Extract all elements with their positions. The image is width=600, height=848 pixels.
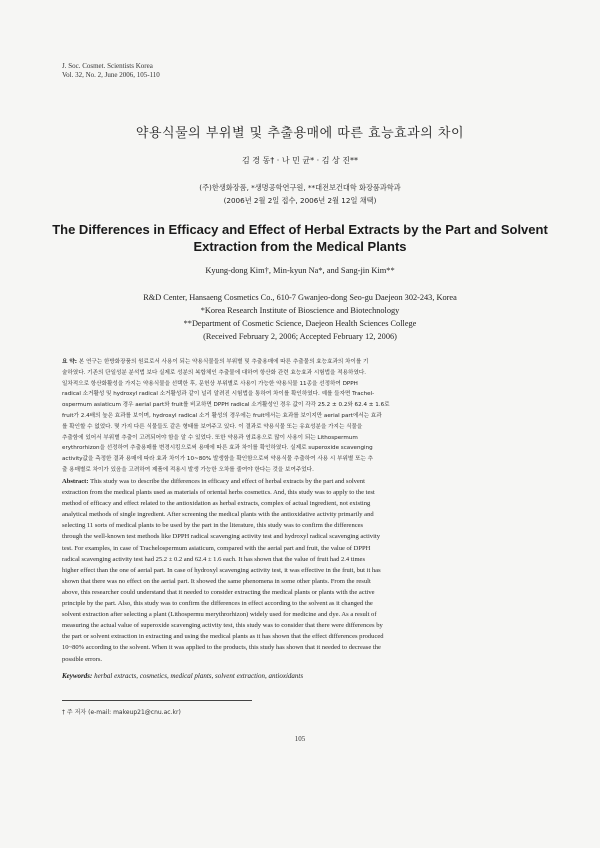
- korean-abstract-line: radical 소거활성 및 hydroxyl radical 소거활성과 같이 널리 알려진 시험법을 통하여 차이를 확인하였다. 예를 들자면 Trachel-: [62, 391, 375, 398]
- journal-header: [62, 62, 160, 80]
- english-affiliation-kribb: *Korea Research Institute of Bioscience and Biotechnology: [200, 306, 400, 315]
- page-number: 105: [294, 735, 306, 743]
- english-abstract-line: possible errors.: [62, 655, 103, 663]
- korean-dates: (2006년 2월 2일 접수, 2006년 2월 12일 채택): [223, 196, 377, 205]
- korean-abstract-line: 술하였다. 기존의 단일성분 분석법 보다 실제로 성분의 복합체인 추출물에 대하여 항산화 관련 효능효과 시험법을 적용하였다.: [62, 369, 367, 376]
- keywords-list: herbal extracts, cosmetics, medical plants, solvent extraction, antioxidants: [92, 672, 304, 680]
- english-affiliation-college: **Department of Cosmetic Science, Daejeon Health Sciences College: [183, 319, 417, 328]
- english-abstract-line: test. For examples, in case of Trachelospermum asiaticum, compared with the aerial part and fruit, the value of DPPH: [62, 544, 371, 552]
- korean-abstract-line: activity값을 측정한 결과 용매에 따라 효과 차이가 10~80% 발생함을 확인함으로써 약용식물 추출하여 사용 시 부위별 또는 추: [62, 456, 374, 463]
- korean-authors: 김 경 동† · 나 민 균* · 김 상 진**: [241, 156, 359, 165]
- corresponding-author-footnote: † 주 저자 (e-mail: makeup21@cnu.ac.kr): [62, 709, 181, 716]
- korean-abstract-line: erythrorhizon을 선정하여 추출용매를 변경시킴으로써 용매에 따른 효과 차이를 확인하였다. 실제로 superoxide scavenging: [62, 445, 373, 452]
- korean-abstract-line: 일차적으로 항산화활성을 가지는 약용식물을 선택한 후, 문헌상 부위별로 사용이 가능한 약용식물 11종을 선정하여 DPPH: [62, 380, 358, 387]
- english-authors: Kyung-dong Kim†, Min-kyun Na*, and Sang-jin Kim**: [205, 266, 395, 275]
- english-dates: (Received February 2, 2006; Accepted February 12, 2006): [203, 332, 397, 341]
- korean-abstract-line: 추출함에 있어서 부위별 추출이 고려되어야 함을 알 수 있었다. 또한 약용과 염료용으로 많이 사용이 되는 Lithospermum: [62, 434, 358, 441]
- english-abstract-line: This study was to describe the differences in efficacy and effect of herbal extracts by the part and solvent: [88, 478, 365, 485]
- korean-title: 약용식물의 부위별 및 추출용매에 따른 효능효과의 차이: [135, 126, 465, 141]
- korean-abstract-line: 본 연구는 한방화장품의 원료로서 사용이 되는 약용식물들의 부위별 및 추출용매에 따른 추출물의 효능효과의 차이를 기: [77, 359, 369, 365]
- english-abstract-label: Abstract:: [62, 478, 89, 485]
- english-abstract-line: radical scavenging activity test had 25.2 ± 0.2 and 62.4 ± 1.6 each. It has shown that the value of fruit had 2.4 times: [62, 555, 365, 563]
- english-abstract-line: through the well-known test methods like DPPH radical scavenging activity test and hydroxyl radical scavenging activity: [62, 533, 380, 541]
- english-abstract-line: analytical methods of single ingredient. After screening the medical plants with the antioxidative activity primarily and: [62, 511, 374, 519]
- keywords: [62, 672, 538, 680]
- english-abstract: [62, 476, 538, 665]
- english-abstract-line: method of efficacy and effect related to the antioxidation as herbal extracts, complex of actual ingredient, not existing: [62, 500, 371, 508]
- english-title: [40, 221, 560, 255]
- english-abstract-line: the part or solvent extraction in extracting and using the medical plants as it has shown that the effect differences produced: [62, 633, 384, 641]
- korean-abstract: [62, 357, 538, 476]
- english-abstract-line: 10~80% according to the solvent. When it was applied to the products, this study has shown that it needed to decrease the: [62, 644, 381, 652]
- korean-abstract-line: 출 용매별로 차이가 있음을 고려하여 제품에 적용시 발생 가능한 오차를 줄여야 한다는 것을 보여주었다.: [62, 466, 314, 473]
- korean-affiliation-block: [0, 181, 600, 207]
- footnote-divider: [62, 700, 252, 701]
- keywords-label: Keywords:: [62, 672, 93, 680]
- english-title-line: The Differences in Efficacy and Effect of Herbal Extracts by the Part and Solvent: [52, 222, 548, 237]
- korean-affiliation: (주)한생화장품, *생명공학연구원, **대전보건대학 화장품과학과: [199, 183, 401, 192]
- english-abstract-line: selecting 11 sorts of medical plants to be used by the part in the literature, this study was to confirm the differences: [62, 522, 364, 530]
- korean-abstract-line: fruit가 2.4배의 높은 효과를 보이며, hydroxyl radical 소거 활성의 경우에는 fruit에서는 효과를 보이지만 aerial part에서는 효과: [62, 412, 382, 419]
- english-title-line: Extraction from the Medical Plants: [193, 239, 407, 254]
- english-abstract-line: principle by the part. Also, this study was to confirm the differences in effect according to the solvent as it changed the: [62, 600, 373, 608]
- english-abstract-line: extraction from the medical plants used as materials of oriental herbs cosmetics. And, this study was to apply to the test: [62, 489, 375, 497]
- english-abstract-line: measuring the actual value of superoxide scavenging activity test, this study was to consider that there were differences by: [62, 622, 383, 630]
- english-abstract-line: higher effect than the one of aerial part. In case of hydroxyl scavenging activity test, it was effective in the fruit, but it has: [62, 566, 381, 574]
- journal-name: J. Soc. Cosmet. Scientists Korea: [62, 62, 153, 70]
- english-abstract-line: shown that there was no effect on the aerial part. It showed the same phenomena in some other plants. From the result: [62, 577, 371, 585]
- korean-abstract-line: ospermum asiaticum 경우 aerial part와 fruit를 비교하면 DPPH radical 소거활성인 경우 값이 각각 25.2 ± 0.2와 62.4 ± 1.6로: [62, 402, 390, 409]
- english-affiliation-block: [0, 291, 600, 343]
- english-affiliation-rnd: R&D Center, Hansaeng Cosmetics Co., 610-7 Gwanjeo-dong Seo-gu Daejeon 302-243, Korea: [143, 293, 457, 302]
- english-abstract-line: solvent extraction after selecting a plant (Lithospermu merythrorhizon) widely used for medicine and dye. As a result of: [62, 611, 377, 619]
- korean-abstract-label: 요 약:: [62, 359, 77, 365]
- english-abstract-line: above, this researcher could understand that it needed to consider extracting the medical plants or plants with the active: [62, 588, 375, 596]
- journal-volume: Vol. 32, No. 2, June 2006, 105-110: [62, 71, 160, 79]
- korean-abstract-line: 를 확인할 수 없었다. 몇 가지 다른 식물들도 같은 형태를 보여주고 있다. 이 결과로 약용식물 또는 유효성분을 가지는 식물을: [62, 423, 363, 430]
